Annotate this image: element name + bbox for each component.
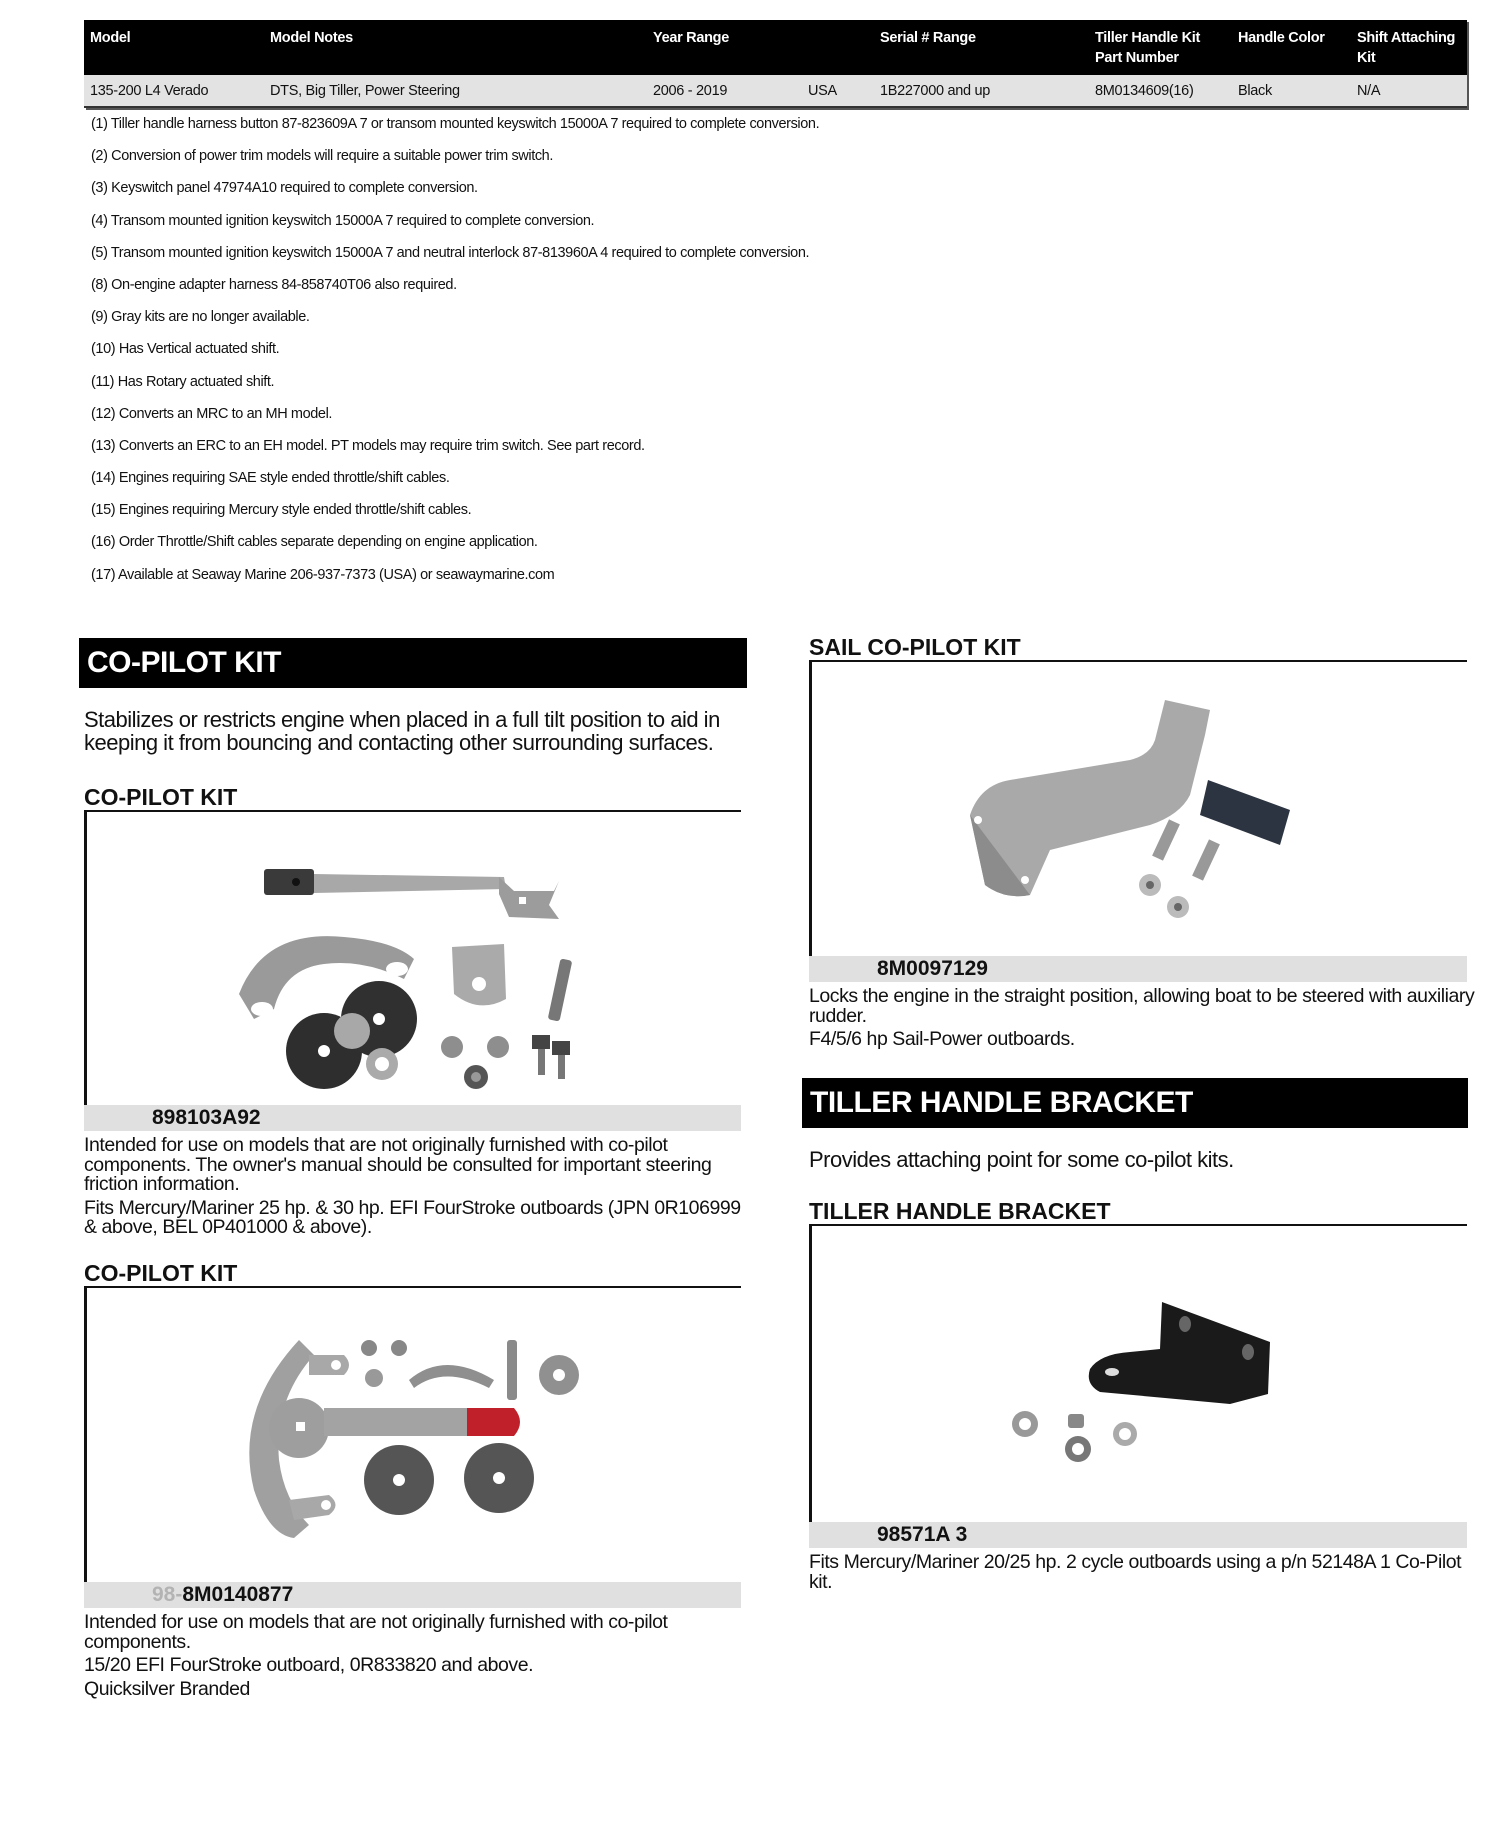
header-shift-kit: Shift Attaching Kit — [1351, 20, 1467, 75]
sail-copilot-heading: SAIL CO-PILOT KIT — [809, 634, 1467, 662]
cell-model-notes: DTS, Big Tiller, Power Steering — [264, 75, 647, 107]
footnote: (10) Has Vertical actuated shift. — [91, 341, 280, 358]
cell-serial-range: 1B227000 and up — [874, 75, 1089, 107]
cell-year-range: 2006 - 2019 — [647, 75, 802, 107]
description-paragraph: Fits Mercury/Mariner 20/25 hp. 2 cycle outboards using a p/n 52148A 1 Co-Pilot kit. — [809, 1551, 1462, 1593]
footnote: (2) Conversion of power trim models will require a suitable power trim switch. — [91, 148, 553, 165]
footnote: (16) Order Throttle/Shift cables separate depending on engine application. — [91, 534, 538, 551]
header-kit-part-number: Tiller Handle Kit Part Number — [1089, 20, 1232, 75]
header-handle-color: Handle Color — [1232, 20, 1351, 75]
tiller-bracket-image — [809, 1226, 1467, 1522]
footnote: (15) Engines requiring Mercury style ended throttle/shift cables. — [91, 502, 472, 519]
tiller-bracket-section-banner: TILLER HANDLE BRACKET — [802, 1078, 1468, 1128]
cell-kit-part-number: 8M0134609(16) — [1089, 75, 1232, 107]
description-paragraph: Intended for use on models that are not originally furnished with co-pilot components. — [84, 1611, 668, 1653]
cell-handle-color: Black — [1232, 75, 1351, 107]
part-number: 98571A 3 — [877, 1523, 968, 1546]
description-paragraph: Intended for use on models that are not originally furnished with co-pilot components. The owner's manual should be consulted for important steering friction information. — [84, 1134, 712, 1195]
header-region — [802, 20, 874, 75]
tiller-bracket-section-description: Provides attaching point for some co-pilot kits. — [809, 1147, 1234, 1172]
tiller-bracket-description — [809, 1553, 1479, 1596]
copilot-kit-red-lever-photo-icon — [214, 1300, 614, 1570]
copilot-section-banner: CO-PILOT KIT — [79, 638, 747, 688]
footnote: (1) Tiller handle harness button 87-823609A 7 or transom mounted keyswitch 15000A 7 required to complete conversion. — [91, 116, 820, 132]
cell-model: 135-200 L4 Verado — [84, 75, 264, 107]
header-serial-range: Serial # Range — [874, 20, 1089, 75]
footnote: (14) Engines requiring SAE style ended throttle/shift cables. — [91, 470, 450, 487]
cell-shift-kit: N/A — [1351, 75, 1467, 107]
part-number: 8M0097129 — [877, 957, 988, 980]
footnote: (4) Transom mounted ignition keyswitch 15000A 7 required to complete conversion. — [91, 212, 595, 229]
sail-copilot-bracket-photo-icon — [950, 685, 1330, 935]
footnote: (3) Keyswitch panel 47974A10 required to complete conversion. — [91, 180, 478, 197]
copilot-kit-parts-photo-icon — [214, 819, 614, 1099]
footnote: (11) Has Rotary actuated shift. — [91, 373, 275, 390]
footnote: (8) On-engine adapter harness 84-858740T06 also required. — [91, 276, 457, 293]
footnote: (5) Transom mounted ignition keyswitch 15000A 7 and neutral interlock 87-813960A 4 required to complete conversion. — [91, 244, 810, 261]
description-paragraph: Quicksilver Branded — [84, 1677, 250, 1700]
part-number-prefix: 98- — [152, 1583, 183, 1606]
copilot-section-description: Stabilizes or restricts engine when placed in a full tilt position to aid in keeping it from bouncing and contacting other surrounding surfaces. — [84, 707, 720, 755]
part-number: 898103A92 — [152, 1106, 261, 1129]
footnote: (12) Converts an MRC to an MH model. — [91, 405, 333, 422]
part-number-bar — [84, 1582, 741, 1608]
footnotes-list — [91, 115, 991, 598]
description-paragraph: Fits Mercury/Mariner 25 hp. & 30 hp. EFI FourStroke outboards (JPN 0R106999 & above, BEL 0P401000 & above). — [84, 1196, 741, 1238]
sail-copilot-description — [809, 987, 1479, 1054]
copilot-kit-description — [84, 1136, 749, 1242]
description-paragraph: 15/20 EFI FourStroke outboard, 0R833820 and above. — [84, 1654, 534, 1676]
copilot-kit-heading: CO-PILOT KIT — [84, 784, 741, 812]
header-model: Model — [84, 20, 264, 75]
table-row — [84, 75, 1467, 107]
footnote: (17) Available at Seaway Marine 206-937-7373 (USA) or seawaymarine.com — [91, 566, 555, 583]
copilot-kit-image — [84, 812, 741, 1106]
description-paragraph: F4/5/6 hp Sail-Power outboards. — [809, 1028, 1075, 1050]
tiller-bracket-heading: TILLER HANDLE BRACKET — [809, 1198, 1467, 1226]
sail-copilot-image — [809, 662, 1467, 957]
footnote: (9) Gray kits are no longer available. — [91, 309, 310, 326]
description-paragraph: Locks the engine in the straight position, allowing boat to be steered with auxiliary rudder. — [809, 985, 1475, 1027]
copilot-kit-description — [84, 1613, 749, 1703]
header-model-notes: Model Notes — [264, 20, 647, 75]
tiller-kit-spec-table — [84, 20, 1467, 108]
footnote: (13) Converts an ERC to an EH model. PT models may require trim switch. See part record. — [91, 437, 645, 454]
part-number-bar — [809, 1522, 1467, 1548]
part-number: 8M0140877 — [182, 1583, 294, 1606]
tiller-handle-bracket-photo-icon — [990, 1274, 1290, 1474]
copilot-kit-image — [84, 1288, 741, 1582]
table-header-row — [84, 20, 1467, 75]
part-number-bar — [84, 1105, 741, 1131]
part-number-bar — [809, 956, 1467, 982]
cell-region: USA — [802, 75, 874, 107]
copilot-kit-heading: CO-PILOT KIT — [84, 1260, 741, 1288]
header-year-range: Year Range — [647, 20, 802, 75]
